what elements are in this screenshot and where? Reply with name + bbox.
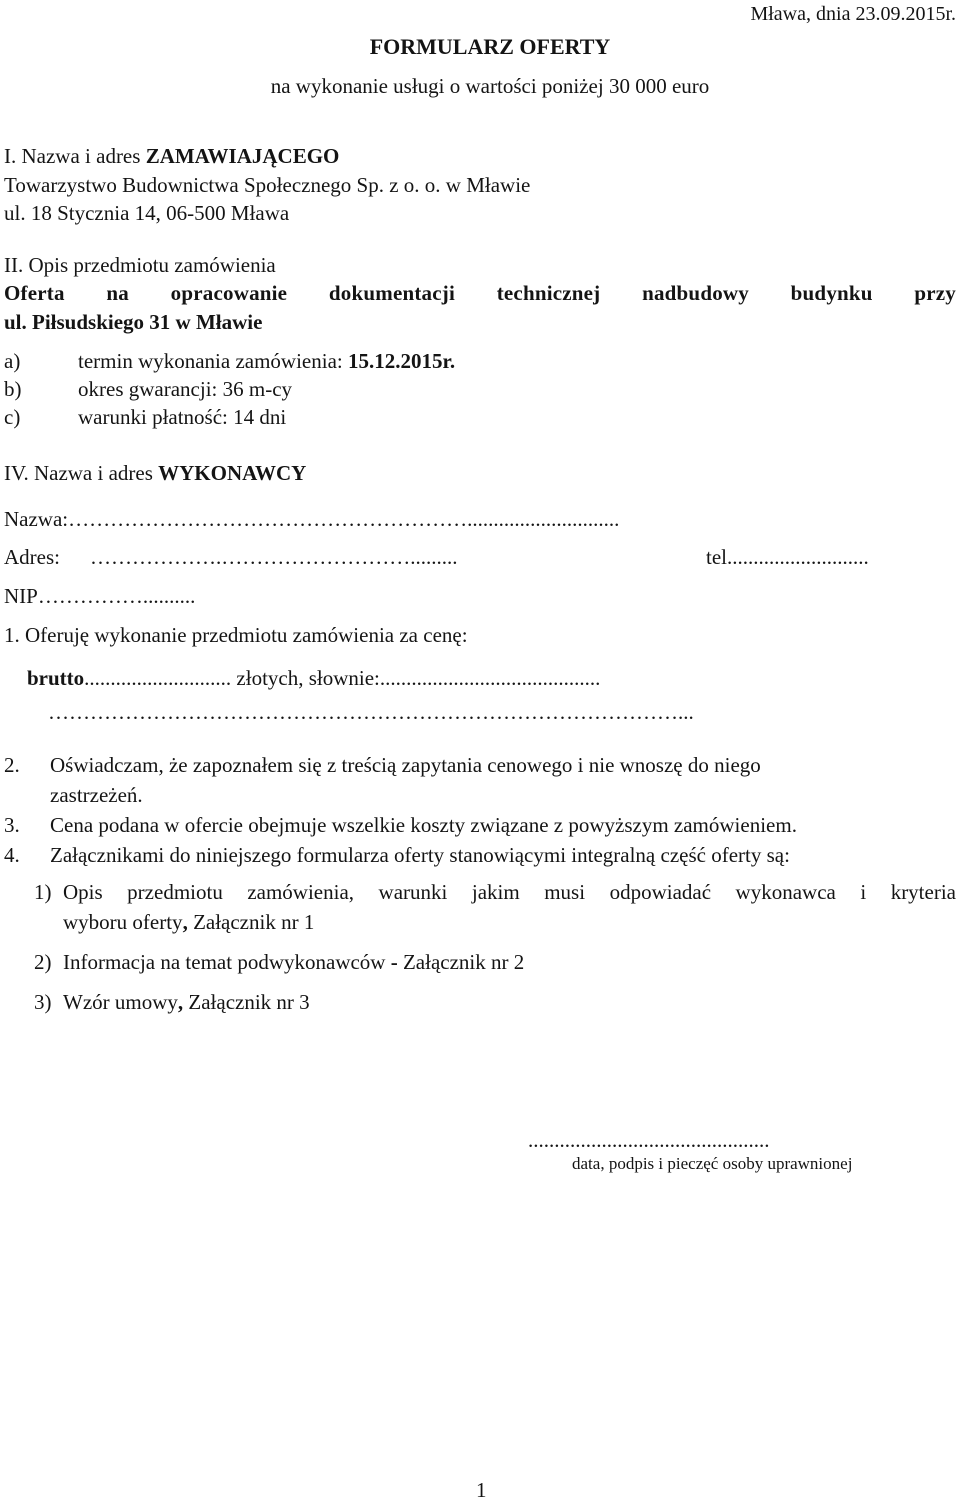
signature-line[interactable]: .............................................. — [528, 1128, 770, 1152]
contractor-nip-dots: …………….......... — [37, 584, 196, 608]
document-date: Mława, dnia 23.09.2015r. — [750, 3, 956, 25]
statement-4-line1: Załącznikami do niniejszego formularza oferty stanowiącymi integralną część oferty są: — [50, 843, 790, 867]
brutto-label: brutto — [27, 666, 85, 690]
statement-4-number: 4. — [4, 843, 20, 867]
item-b-text: okres gwarancji: 36 m-cy — [78, 377, 293, 401]
section-1-heading: I. Nazwa i adres ZAMAWIAJĄCEGO — [4, 144, 340, 168]
item-b-label: b) — [4, 377, 22, 401]
offer-words-continuation[interactable]: ………………………………………………………………………………... — [48, 700, 694, 724]
order-description-line2: ul. Piłsudskiego 31 w Mławie — [4, 310, 263, 334]
brutto-dots: ............................ — [84, 666, 232, 690]
offer-brutto-field[interactable] — [27, 666, 600, 691]
order-description-line1: Oferta na opracowanie dokumentacji technicznej nadbudowy budynku przy — [4, 281, 956, 305]
contractor-name-field[interactable] — [4, 507, 619, 532]
item-a-label: a) — [4, 349, 21, 373]
section-4-heading: IV. Nazwa i adres WYKONAWCY — [4, 461, 307, 485]
client-name: Towarzystwo Budownictwa Społecznego Sp. z o. o. w Mławie — [4, 173, 531, 197]
contractor-nip-label: NIP — [4, 584, 38, 608]
attachment-3-number: 3) — [34, 990, 52, 1014]
statement-2-number: 2. — [4, 753, 20, 777]
attachment-1-line2: wyboru oferty, Załącznik nr 1 — [63, 910, 315, 934]
signature-caption: data, podpis i pieczęć osoby uprawnionej — [572, 1154, 853, 1173]
attachment-2-line1: Informacja na temat podwykonawców - Załącznik nr 2 — [63, 950, 525, 974]
item-c-label: c) — [4, 405, 21, 429]
contractor-tel-field[interactable] — [706, 545, 869, 570]
statement-3-number: 3. — [4, 813, 20, 837]
client-address: ul. 18 Stycznia 14, 06-500 Mława — [4, 201, 290, 225]
contractor-tel-dots: .......................... — [732, 545, 869, 569]
attachment-1-line1: Opis przedmiotu zamówienia, warunki jakim musi odpowiadać wykonawca i kryteria — [63, 880, 956, 904]
item-c-text: warunki płatność: 14 dni — [78, 405, 287, 429]
contractor-tel-label: tel. — [706, 545, 733, 569]
contractor-name-label: Nazwa: — [4, 507, 69, 531]
contractor-address-dots: ……………….………………………......... — [90, 545, 458, 569]
item-a-text: termin wykonania zamówienia: 15.12.2015r. — [78, 349, 456, 373]
form-title: FORMULARZ OFERTY — [369, 34, 611, 59]
contractor-nip-field[interactable] — [4, 584, 195, 609]
statement-2-line1: Oświadczam, że zapoznałem się z treścią zapytania cenowego i nie wnoszę do niego — [50, 753, 761, 777]
contractor-address-label: Adres: — [4, 545, 60, 569]
page-number: 1 — [476, 1478, 487, 1502]
words-dots: .......................................... — [379, 666, 601, 690]
contractor-name-dots: …………………………………………………............................. — [68, 507, 620, 531]
offer-price-line: 1. Oferuję wykonanie przedmiotu zamówienia za cenę: — [4, 623, 468, 647]
attachment-1-number: 1) — [34, 880, 52, 904]
attachment-3-line1: Wzór umowy, Załącznik nr 3 — [63, 990, 310, 1014]
statement-3-line1: Cena podana w ofercie obejmuje wszelkie koszty związane z powyższym zamówieniem. — [50, 813, 797, 837]
form-subtitle: na wykonanie usługi o wartości poniżej 30 000 euro — [270, 74, 710, 98]
contractor-address-field[interactable] — [4, 545, 458, 570]
words-label: złotych, słownie: — [231, 666, 380, 690]
attachment-2-number: 2) — [34, 950, 52, 974]
section-2-heading: II. Opis przedmiotu zamówienia — [4, 253, 276, 277]
statement-2-line2: zastrzeżeń. — [50, 783, 143, 807]
